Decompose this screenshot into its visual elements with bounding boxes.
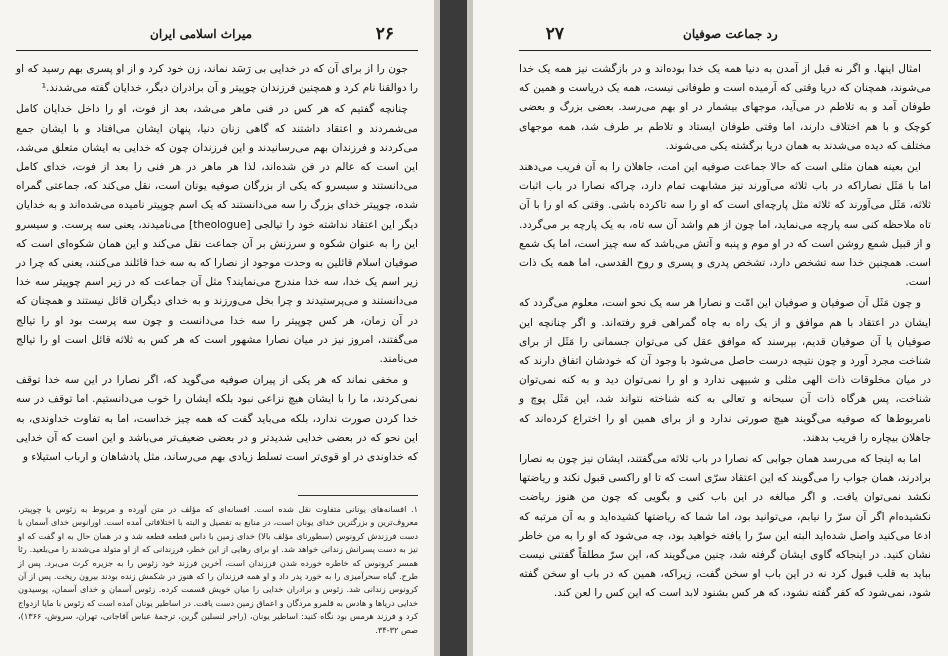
left-header-rule [16, 50, 418, 51]
right-running-title: رد جماعت صوفیان [683, 27, 778, 41]
right-page [473, 0, 948, 656]
left-paragraph: چنانچه گفتیم که هر کس در فنی ماهر می‌شد، بعد از فوت، او را داخل خدایان کامل می‌شمردند و اعتقاد داشتند که گاهی زنان دنیا، پنهان ایشان می‌افتاد و با ایشان جمع می‌کردند و فرزندان بهم می‌رسانیدند و این فرزندان چون که خدایی به ایشان متعلق می‌شد، این است که عالم در فن شده‌اند، لذا هر ماهر در هر فنی را بعد از فوت، خدای کامل می‌دانستند و سیسرو که یکی از بزرگان صوفیه یونان است، نقل می‌کند که، جماعتی گمراه شده، چوپیتر خدای بزرگ را سه می‌دانستند که یک اسم چوپیتر نامیده می‌شده‌اند و به خدایان دیگر این اعتقاد نداشته خود را تیالجی [theologue] می‌نامیدند، یعنی سه پرست. و سیسرو این را به عنوان شکوه و سرزنش بر آن جماعت نقل می‌کند و این همان شکوه‌ای است که صوفیان اسلام قائلین به وحدت موجود از نصارا که به سه خدا قائلند می‌کنند، یعنی که چرا در زیر اسم یک خدا، سه خدا مندرج می‌نمایند؟ مثل آن جماعت که در زیر اسم چوپیتر سه خدا می‌دانستند و می‌پرستیدند و چرا بخل می‌ورزند و به خدای دیگران قائل نیستند و همچنان که در آن زمان، هر کس چوپیتر را سه خدا می‌دانست و چون سه پرست بود او را تیالج می‌گفتند، امروز نیز در میان نصارا مشهور است که هر کس به ثلاثه قائل است او را تیالج می‌نامند. [16, 103, 419, 366]
left-footnote: ۱. افسانه‌های یونانی متفاوت نقل شده است. افسانه‌ای که مؤلف در متن آورده و مربوط به زئوس یا چوپیتر، معروف‌ترین و بزرگترین خدای یونان است، در منابع به تفصیل و البته با اختلافاتی آمده است. اورانوس خدای آسمان با دست فرزندش کرونوس (سطورنای مؤلف بالا) خدای زمین با داس قطعه قطعه شد و در همان حال به او گفت که او نیز به دست پسرانش زندانی خواهد شد. او برای رهایی از این خطر، فرزندانی که از او متولد می‌شدند را می‌بلعید. رئا همسر کرونوس که خاطره خورده شدن فرزندان است، آخرین فرزند خود زئوس را به جزیره کرت می‌برد. پس از طرح. گیاه سحرآمیزی را به خورد پدر داد و او همه فرزندان را که هنوز در شکمش زنده بودند بیرون ریخت. پس از آن کرونوس زندانی شد. زئوس و برادران خدایی را میان خویش قسمت کرده. زئوس آسمان و خدای آسمان، پوسیدون خدایی دریاها و هادس به قلمرو مردگان و اعماق زمین دست یافت. در اساطیر یونان آمده است که زئوس با مایا ازدواج کرد و فرزند هرمس بود نگاه کنید: اساطیر یونان، (راجر لنسلین گرین، ترجمهٔ عباس آقاجانی، تهران، سروش، ۱۳۶۶)، صص ۳۲-۳۴. [18, 504, 418, 635]
footnote-rule [298, 495, 418, 496]
left-body-text [16, 60, 418, 469]
right-page-header [473, 24, 948, 46]
left-page-number: ۲۶ [375, 24, 394, 44]
left-page-header [0, 24, 434, 46]
right-header-rule [519, 50, 931, 51]
right-body-text [519, 60, 931, 606]
left-page-edge [434, 0, 440, 656]
right-paragraph: اما به اینجا که می‌رسد همان جوابی که نصارا در باب ثلاثه می‌گفتند، ایشان نیز چون به نصارا برادرند، همان جواب را می‌گویند که این اعتقاد سرّی است که تا او راکسی قبول نکند و ریاضتها نکشد نمی‌توان یافت. و اگر مبالغه در این باب کنی و بگویی که چون من هنوز ریاضت نکشیده‌ام اگر آن سرّ را نیابم، می‌توانید بود، اما شما که ریاضتها کشیده‌اید و به آن مرتبه که ادعا می‌کنید واصل شده‌اید البته این سرّ را یافته خواهید بود، چه می‌شود که او را به من خاطر نشان کنید. در اینجاکه گاوی ایشان گرفته شد، چنین می‌گویند که، این سرّ مطلقاً گفتنی نیست بباید به قلب قبول کرد نه در این باب او سخن گفت، زیراکه، همین که در باب او سخن گفته شود، نمی‌شود که کفر گفته نشود، که هر کس بشنود لابد است که این کس را لعن کند. [519, 453, 931, 600]
book-gutter [434, 0, 473, 656]
left-page [0, 0, 434, 656]
left-paragraph: و مخفی نماند که هر یکی از پیران صوفیه می‌گوید که، اگر نصارا در این سه خدا توقف نمی‌کردند، ما را با ایشان هیچ نزاعی نبود بلکه ایشان را خوب می‌دانستیم. اما توقف در سه خدا کردن صورت ندارد، بلکه می‌باید گفت که همه چیز خداست، اما به تفاوت خداوندی، به این نحو که در بعضی خدایی شدیدتر و در بعضی ضعیف‌تر می‌باشد و این است که آن خدایی که خداوندی در او قوی‌تر است تسلط زیادی بهم می‌رساند، مثل پادشاهان و ارباب استیلاء و [16, 374, 418, 464]
right-paragraph: امثال اینها. و اگر نه قبل از آمدن به دنیا همه یک خدا بوده‌اند و در بازگشت نیز همه یک خدا می‌شوند، همچنان که دریا وقتی که آرمیده است و طوفانی نیست، همه یک دریاست و همین که طوفان آمد و به تلاطم در می‌آید، موجهای بیشمار در او بهم می‌رسد. بعضی بزرگ و بعضی کوچک و با هم اختلاف دارند، اما وقتی طوفان ایستاد و تلاطم بر طرف شد، همه موجهای مختلف که دیده می‌شدند به همان دریا برگشته یکی می‌شوند. [519, 63, 931, 152]
right-paragraph: این بعینه همان مثلی است که حالا جماعت صوفیه این امت، جاهلان را به آن فریب می‌دهند اما با مَثَل نصاراکه در باب ثلاثه می‌آورند نیز مشابهت تمام دارد، چراکه نصارا در باب اثبات ثلاثه، مَثَل می‌آورند که ثلاثه مثل پارچه‌ای است که او را سه تاکرده باشی. وقتی که او را با آن تاه ملاحظه کنی سه پارچه می‌نماید، اما چون از هم واشد آن سه تاه، به یک پارچه بر می‌گردد. و از قبیل شمع روشن است که در او موم و پنبه و آتش می‌باشد که سه چیز است، اما یک شمع است. همچنین خدا سه تشخص دارد، تشخص پدری و پسری و روح القدسی، اما همه یک ذات است. [519, 161, 931, 289]
left-running-title: میراث اسلامی ایران [150, 27, 253, 41]
left-paragraph: جون را از برای آن که در خدایی بی رَسَد نماند، زن خود کرد و از او پسری بهم رسید که او را دوالقنا نام کرد و همچنین فرزندان چوپیتر و آن برادران دیگر، خدایان گفته می‌شدند.¹ [16, 63, 418, 95]
right-page-number: ۲۷ [545, 24, 564, 44]
right-paragraph: و چون مَثَل آن صوفیان و صوفیان این امّت و نصارا هر سه یک نحو است، معلوم می‌گردد که ایشان در اعتقاد با هم موافق و از یک راه به چاه گمراهی فرو رفته‌اند. و اگر چنانچه این صوفیان یا آن صوفیان قدیم، بپرسند که موافق عقل کی می‌توان جسمانی را مَثَل از برای شناخت مجرد آورد و چون نتیجه درست حاصل می‌شود با وجود آن که خودشان اتفاق دارند که در میان مخلوقات ذات الهی مثلی و شبیهی ندارد و او را نمی‌توان دید و به کنه نمی‌توان شناخت، پس هرگاه ذات آن سبحانه و تعالی به کنه شناخته نتواند شد، این مَثَل پوچ و نامربوط‌ها که صوفیه می‌گویند هیچ صورتی ندارد و از برای همین او را اختراع کرده‌اند که جاهلان بیچاره را فریب بدهند. [519, 297, 931, 444]
